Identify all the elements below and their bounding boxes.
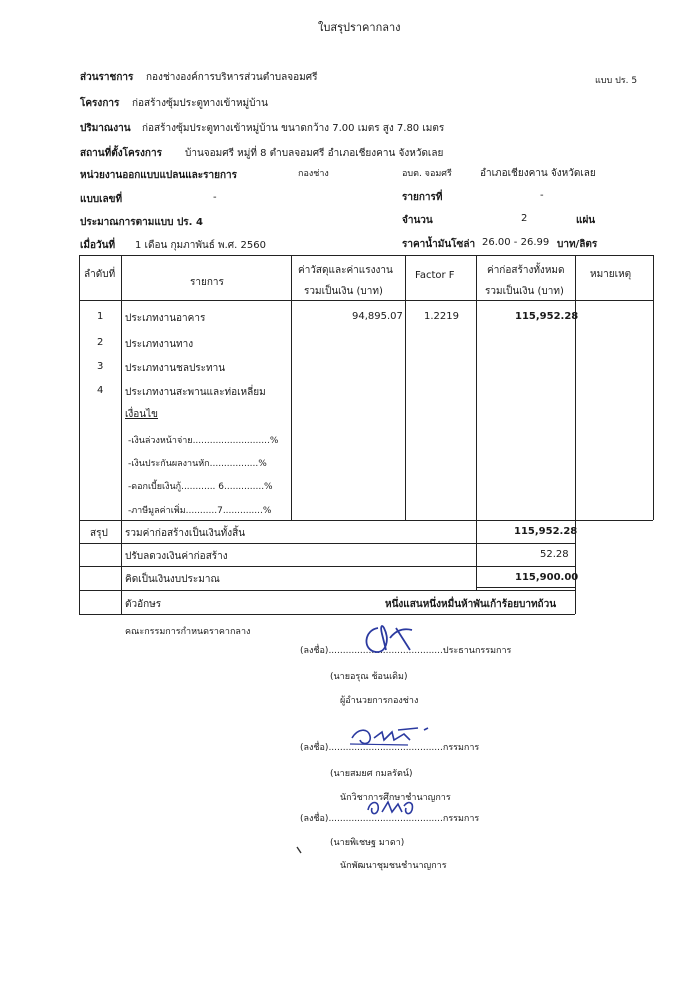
document-title: ใบสรุปราคากลาง: [318, 21, 401, 34]
table-row-total: 115,952.28: [515, 311, 579, 322]
sum-row-label: คิดเป็นเงินงบประมาณ: [125, 574, 220, 585]
item-no-label: รายการที่: [402, 192, 443, 203]
sum-row-label: รวมค่าก่อสร้างเป็นเงินทั้งสิ้น: [125, 528, 246, 539]
count-value: 2: [521, 213, 528, 224]
sum-row-value: 115,952.28: [514, 526, 578, 537]
handwritten-signature: [360, 620, 430, 660]
project-value: ก่อสร้างซุ้มประตูทางเข้าหมู่บ้าน: [132, 98, 268, 109]
sum-row-value: 52.28: [540, 549, 569, 560]
item-no-value: -: [540, 190, 544, 201]
location-label: สถานที่ตั้งโครงการ: [80, 148, 162, 159]
summary-label: สรุป: [90, 528, 108, 539]
agency-label: ส่วนราชการ: [80, 72, 134, 83]
member-name: (นายอรุณ ช้อนเดิม): [330, 672, 408, 682]
form-code: แบบ ปร. 5: [595, 76, 638, 86]
col-header-cost-2: รวมเป็นเงิน (บาท): [304, 286, 383, 297]
handwritten-signature: [362, 796, 422, 822]
table-row-item: ประเภทงานอาคาร: [125, 313, 206, 324]
col-header-no: ลำดับที่: [84, 269, 116, 280]
table-row-item: ประเภทงานชลประทาน: [125, 363, 226, 374]
design-unit-value1: กองช่าง: [298, 169, 329, 179]
sum-row-label: ปรับลดวงเงินค่าก่อสร้าง: [125, 551, 228, 562]
count-unit: แผ่น: [576, 215, 596, 226]
agency-value: กองช่างองค์การบริหารส่วนตำบลจอมศรี: [146, 72, 318, 83]
col-header-cost-1: ค่าวัสดุและค่าแรงงาน: [298, 265, 393, 276]
committee-title: คณะกรรมการกำหนดราคากลาง: [125, 627, 251, 637]
text-amount-label: ตัวอักษร: [125, 599, 162, 610]
table-row-no: 3: [97, 361, 104, 372]
condition-item: -ดอกเบี้ยเงินกู้............ 6..............%: [128, 482, 273, 492]
condition-item: -ภาษีมูลค่าเพิ่ม...........7..............%: [128, 506, 272, 516]
col-header-factor: Factor F: [415, 270, 455, 281]
member-position: นักวิชาการศึกษาชำนาญการ: [340, 793, 451, 803]
location-value: บ้านจอมศรี หมู่ที่ 8 ตำบลจอมศรี อำเภอเชียงคาน จังหวัดเลย: [185, 148, 444, 159]
project-label: โครงการ: [80, 98, 120, 109]
plan-no-label: แบบเลขที่: [80, 194, 123, 205]
text-amount-value: หนึ่งแสนหนึ่งหมื่นห้าพันเก้าร้อยบาทถ้วน: [385, 599, 557, 610]
diesel-value: 26.00 - 26.99: [482, 237, 550, 248]
condition-item: -เงินประกันผลงานหัก.................%: [128, 459, 267, 469]
member-position: ผู้อำนวยการกองช่าง: [340, 696, 419, 706]
condition-item: -เงินล่วงหน้าจ่าย...........................%: [128, 436, 279, 446]
table-row-item: ประเภทงานทาง: [125, 339, 194, 350]
quantity-value: ก่อสร้างซุ้มประตูทางเข้าหมู่บ้าน ขนาดกว้าง 7.00 เมตร สูง 7.80 เมตร: [142, 123, 445, 134]
table-row-cost: 94,895.07: [352, 311, 403, 322]
diesel-unit: บาท/ลิตร: [557, 239, 598, 250]
handwritten-signature: [348, 724, 438, 752]
member-position: นักพัฒนาชุมชนชำนาญการ: [340, 861, 447, 871]
conditions-title: เงื่อนไข: [125, 409, 159, 420]
quantity-label: ปริมาณงาน: [80, 123, 131, 134]
col-header-total-1: ค่าก่อสร้างทั้งหมด: [487, 265, 565, 276]
signature-line: (ลงชื่อ)........................................กรรมการ: [300, 743, 480, 753]
member-name: (นายสมยศ กมลรัตน์): [330, 769, 413, 779]
signature-line: (ลงชื่อ)........................................ประธานกรรมการ: [300, 646, 512, 656]
table-row-factor: 1.2219: [424, 311, 459, 322]
plan-no-value: -: [213, 192, 217, 203]
member-name: (นายพิเชษฐ มาดา): [330, 838, 405, 848]
col-header-total-2: รวมเป็นเงิน (บาท): [485, 286, 564, 297]
diesel-label: ราคาน้ำมันโซล่า: [402, 239, 476, 250]
estimate-label: ประมาณการตามแบบ ปร. 4: [80, 217, 203, 228]
pen-mark: [296, 846, 304, 856]
date-value: 1 เดือน กุมภาพันธ์ พ.ศ. 2560: [135, 240, 266, 251]
table-row-item: ประเภทงานสะพานและท่อเหลี่ยม: [125, 387, 266, 398]
col-header-note: หมายเหตุ: [590, 269, 632, 280]
count-label: จำนวน: [402, 215, 433, 226]
design-unit-label: หน่วยงานออกแบบแปลนและรายการ: [80, 170, 238, 181]
design-unit-value2: อบต. จอมศรี: [402, 169, 452, 179]
signature-line: (ลงชื่อ)........................................กรรมการ: [300, 814, 480, 824]
table-row-no: 4: [97, 385, 104, 396]
sum-row-value: 115,900.00: [515, 572, 579, 583]
table-row-no: 1: [97, 311, 104, 322]
design-unit-value3: อำเภอเชียงคาน จังหวัดเลย: [480, 168, 596, 179]
table-row-no: 2: [97, 337, 104, 348]
col-header-item: รายการ: [190, 277, 224, 288]
date-label: เมื่อวันที่: [80, 240, 116, 251]
